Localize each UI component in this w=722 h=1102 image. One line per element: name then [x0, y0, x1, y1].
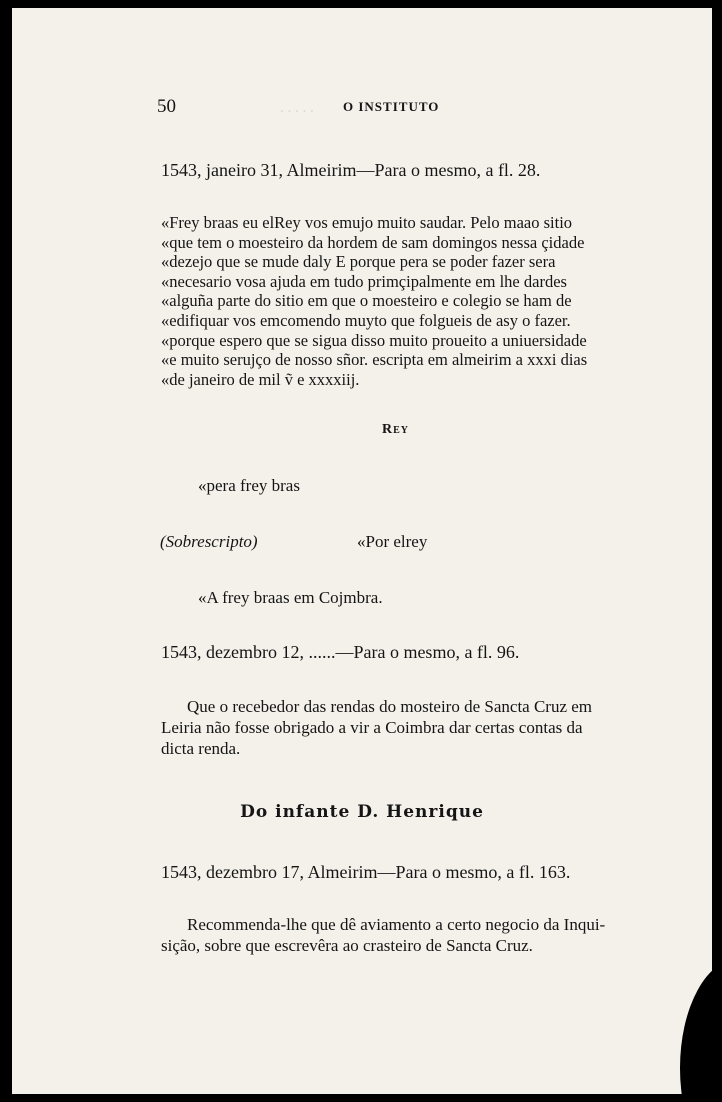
entry-heading-2: 1543, dezembro 12, ......—Para o mesmo, a fl. 96.	[161, 642, 520, 662]
letter-line: «e muito serujço de nosso sñor. escripta em almeirim a xxxi dias	[161, 350, 588, 370]
superscription-by: «Por elrey	[357, 532, 428, 551]
section-heading: Do infante D. Henrique	[240, 802, 484, 822]
letter-text	[161, 213, 631, 389]
entry-summary-2	[161, 696, 633, 759]
running-title: O INSTITUTO	[343, 99, 440, 114]
letter-line: «Frey braas eu elRey vos emujo muito saudar. Pelo maao sitio	[161, 213, 573, 232]
entry-heading-3: 1543, dezembro 17, Almeirim—Para o mesmo, a fl. 163.	[161, 862, 571, 882]
scan-shadow	[680, 958, 712, 1094]
summary-line: Leiria não fosse obrigado a vir a Coimbra dar certas contas da	[161, 718, 583, 737]
letter-line: «necesario vosa ajuda em tudo primçipalmente em lhe dardes	[161, 271, 567, 291]
letter-address: «pera frey bras	[198, 476, 300, 495]
letter-line: «alguña parte do sitio em que o moesteiro e colegio se ham de	[161, 291, 572, 311]
page-number: 50	[157, 96, 176, 117]
entry-summary-3	[161, 914, 633, 956]
document-page	[12, 8, 712, 1094]
letter-line: «porque espero que se sigua disso muito proueito a uniuersidade	[161, 330, 587, 350]
summary-line: sição, sobre que escrevêra ao crasteiro de Sancta Cruz.	[161, 936, 533, 955]
letter-line: «que tem o moesteiro da hordem de sam domingos nessa çidade	[161, 232, 585, 252]
summary-line: Recommenda-lhe que dê aviamento a certo negocio da Inqui-	[187, 915, 606, 934]
letter-line: «edifiquar vos emcomendo muyto que folgueis de asy o fazer.	[161, 310, 571, 330]
summary-line: Que o recebedor das rendas do mosteiro de Sancta Cruz em	[187, 697, 593, 716]
page-header	[157, 96, 627, 120]
addressee: «A frey braas em Cojmbra.	[198, 588, 383, 607]
letter-line: «de janeiro de mil ṽ e xxxxiij.	[161, 369, 360, 389]
letter-line: «dezejo que se mude daly E porque pera se poder fazer sera	[161, 252, 556, 272]
entry-heading-1: 1543, janeiro 31, Almeirim—Para o mesmo, a fl. 28.	[161, 160, 541, 180]
signature: Rey	[382, 422, 410, 437]
summary-line: dicta renda.	[161, 739, 241, 758]
superscription-label: (Sobrescripto)	[160, 532, 258, 551]
bleed-through-text: . . . . .	[280, 100, 314, 116]
